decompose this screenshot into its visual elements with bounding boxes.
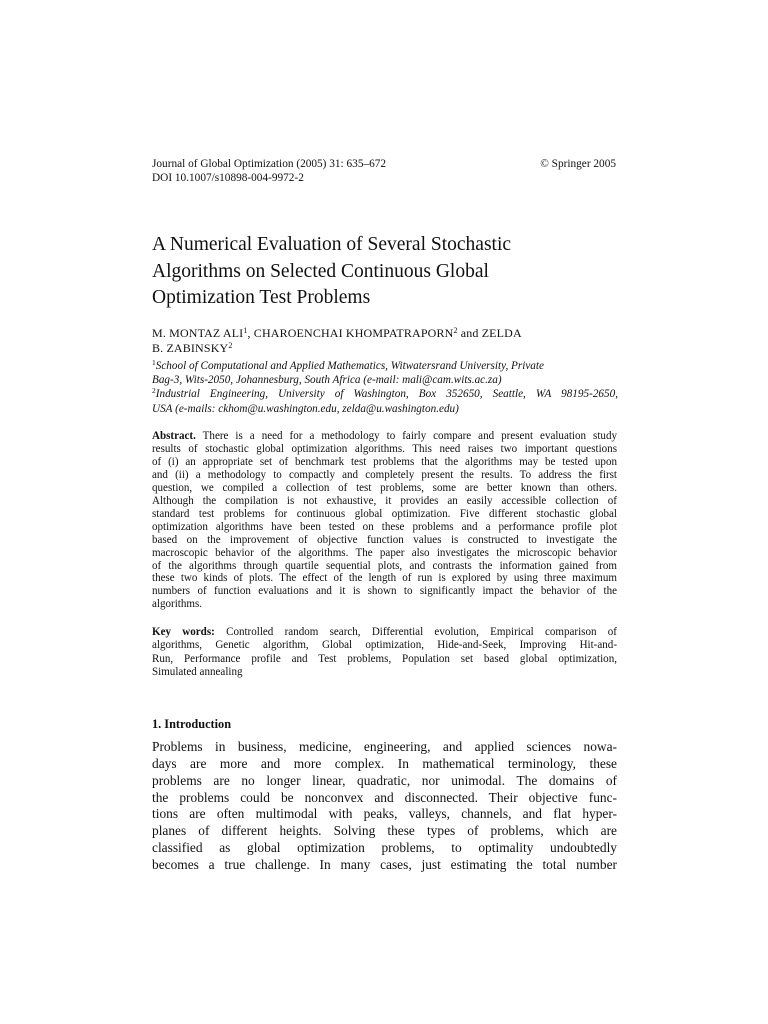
author-name: , CHAROENCHAI KHOMPATRAPORN: [247, 326, 454, 340]
abstract-line: optimization algorithms have been tested on these problems and a performance profile plot: [152, 520, 617, 533]
body-line: classified as global optimization problems, to optimality undoubtedly: [152, 840, 617, 856]
abstract-line: results of stochastic global optimization algorithms. This need raises two important questions: [152, 442, 617, 455]
journal-header: [152, 157, 616, 185]
copyright-notice: © Springer 2005: [540, 158, 616, 170]
body-line: problems are no longer linear, quadratic, nor unimodal. The domains of: [152, 772, 617, 788]
body-line: tions are often multimodal with peaks, valleys, channels, and flat hyper-: [152, 806, 617, 822]
abstract-line: and (ii) a methodology to compactly and completely present the results. To address the first: [152, 468, 617, 481]
keywords-line: Key words: Controlled random search, Differential evolution, Empirical comparison of: [152, 626, 617, 638]
affiliation-marker: 2: [228, 341, 233, 350]
body-line: planes of different heights. Solving these types of problems, which are: [152, 823, 617, 839]
author-name: B. ZABINSKY: [152, 341, 229, 355]
section-heading: 1. Introduction: [152, 717, 232, 731]
affiliation-marker: 1: [152, 358, 156, 367]
affiliation-line: $^2$Industrial Engineering, University of Washington, Box 352650, Seattle, WA 98195-2650,: [152, 386, 618, 401]
abstract-line: numbers of function evaluations and it is shown to significantly impact the behavior of the: [152, 585, 617, 598]
body-line: becomes a true challenge. In many cases, just estimating the total number: [152, 856, 617, 872]
author-separator: and ZELDA: [457, 326, 522, 340]
abstract-line: algorithms.: [152, 598, 203, 611]
keywords-line: Run, Performance profile and Test problems, Population set based global optimization,: [152, 652, 617, 665]
affiliation-line: $^1$School of Computational and Applied Mathematics, Witwatersrand University, Private: [152, 358, 544, 372]
abstract-line: Although the compilation is not exhaustive, it provides an easily accessible collection of: [152, 494, 617, 507]
abstract-line: macroscopic behavior of the algorithms. The paper also investigates the microscopic behavior: [152, 546, 617, 559]
body-line: the problems could be nonconvex and disconnected. Their objective func-: [152, 789, 617, 805]
title-line: Optimization Test Problems: [152, 287, 371, 308]
doi: DOI 10.1007/s10898-004-9972-2: [152, 172, 304, 184]
affiliation-marker: 2: [152, 386, 156, 396]
abstract-line: of (i) an appropriate set of benchmark test problems that the algorithms may be tested upon: [152, 455, 617, 468]
body-line: Problems in business, medicine, engineering, and applied sciences nowa-: [152, 739, 617, 754]
title-line: A Numerical Evaluation of Several Stochastic: [152, 234, 512, 255]
author-name: M. MONTAZ ALI: [152, 326, 244, 340]
abstract-line: Abstract. There is a need for a methodology to fairly compare and present evaluation study: [152, 430, 617, 442]
abstract: [152, 430, 617, 611]
affiliation-line: Bag-3, Wits-2050, Johannesburg, South Africa (e-mail: mali@cam.wits.ac.za): [152, 374, 502, 387]
affiliations: [152, 359, 618, 416]
journal-citation: Journal of Global Optimization (2005) 31: 635–672: [152, 158, 387, 170]
abstract-line: question, we compiled a collection of test problems, some are better known than others.: [152, 481, 617, 494]
body-line: days are more and more complex. In mathematical terminology, these: [152, 755, 617, 771]
keywords: [152, 626, 617, 679]
abstract-line: based on the improvement of objective function values is constructed to investigate the: [152, 533, 617, 546]
author-list: [152, 326, 618, 356]
keywords-line: algorithms, Genetic algorithm, Global optimization, Hide-and-Seek, Improving Hit-and-: [152, 639, 617, 652]
abstract-line: standard test problems for continuous global optimization. Five different stochastic global: [152, 507, 617, 520]
affiliation-line: USA (e-mails: ckhom@u.washington.edu, zelda@u.washington.edu): [152, 402, 459, 415]
abstract-label: Abstract.: [152, 430, 196, 442]
affiliation-marker: 2: [453, 326, 458, 335]
introduction-body: [152, 739, 617, 874]
keywords-label: Key words:: [152, 626, 215, 638]
abstract-line: these two kinds of plots. The effect of the length of run is explored by using three maximum: [152, 572, 617, 585]
title-line: Algorithms on Selected Continuous Global: [152, 260, 489, 282]
keywords-line: Simulated annealing: [152, 665, 243, 678]
paper-title: [152, 232, 622, 312]
abstract-line: of the algorithms through quartile sequential plots, and contrasts the information gained from: [152, 559, 617, 572]
affiliation-marker: 1: [243, 326, 248, 335]
